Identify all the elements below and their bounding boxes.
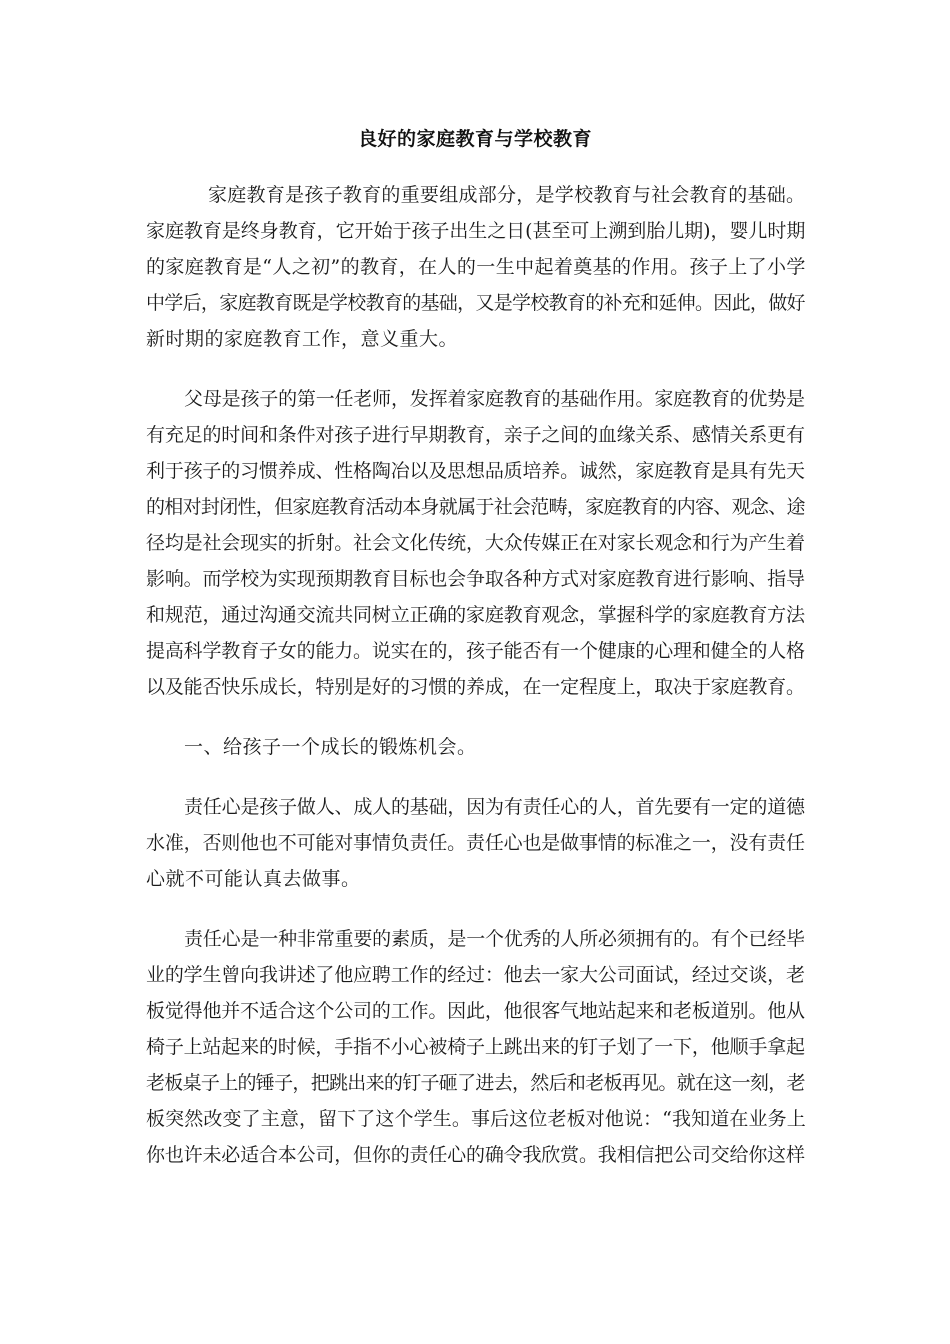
paragraph-line: 你也许未必适合本公司，但你的责任心的确令我欣赏。我相信把公司交给你这样 [146,1144,805,1166]
paragraph-line: 中学后，家庭教育既是学校教育的基础，又是学校教育的补充和延伸。因此，做好 [146,292,805,314]
paragraph-line: 老板桌子上的锤子，把跳出来的钉子砸了进去，然后和老板再见。就在这一刻，老 [146,1072,805,1094]
paragraph-line: 影响。而学校为实现预期教育目标也会争取各种方式对家庭教育进行影响、指导 [146,568,805,590]
section-heading: 一、给孩子一个成长的锻炼机会。 [184,736,477,758]
paragraph-line: 父母是孩子的第一任老师，发挥着家庭教育的基础作用。家庭教育的优势是 [184,388,805,410]
paragraph-line: 和规范，通过沟通交流共同树立正确的家庭教育观念，掌握科学的家庭教育方法 [146,604,805,626]
paragraph-line: 新时期的家庭教育工作，意义重大。 [146,328,459,350]
paragraph-line: 水准，否则他也不可能对事情负责任。责任心也是做事情的标准之一，没有责任 [146,832,805,854]
paragraph-line: 责任心是孩子做人、成人的基础，因为有责任心的人，首先要有一定的道德 [184,796,805,818]
paragraph-line: 提高科学教育子女的能力。说实在的，孩子能否有一个健康的心理和健全的人格 [146,640,805,662]
paragraph-line: 业的学生曾向我讲述了他应聘工作的经过：他去一家大公司面试，经过交谈，老 [146,964,805,986]
document-title: 良好的家庭教育与学校教育 [357,128,592,150]
paragraph-line: 板觉得他并不适合这个公司的工作。因此，他很客气地站起来和老板道别。他从 [146,1000,805,1022]
paragraph-line: 利于孩子的习惯养成、性格陶冶以及思想品质培养。诚然，家庭教育是具有先天 [146,460,805,482]
paragraph-line: 径均是社会现实的折射。社会文化传统，大众传媒正在对家长观念和行为产生着 [146,532,805,554]
paragraph-line: 以及能否快乐成长，特别是好的习惯的养成，在一定程度上，取决于家庭教育。 [146,676,805,698]
paragraph-line: 责任心是一种非常重要的素质，是一个优秀的人所必须拥有的。有个已经毕 [184,928,805,950]
paragraph-line: 的相对封闭性，但家庭教育活动本身就属于社会范畴，家庭教育的内容、观念、途 [146,496,805,518]
paragraph-line: 家庭教育是终身教育，它开始于孩子出生之日(甚至可上溯到胎儿期)，婴儿时期 [146,220,806,242]
paragraph-line: 心就不可能认真去做事。 [146,868,361,890]
paragraph-line: 家庭教育是孩子教育的重要组成部分，是学校教育与社会教育的基础。 [208,184,806,206]
paragraph-line: 椅子上站起来的时候，手指不小心被椅子上跳出来的钉子划了一下，他顺手拿起 [146,1036,805,1058]
paragraph-line: 板突然改变了主意，留下了这个学生。事后这位老板对他说：“我知道在业务上 [146,1108,806,1130]
paragraph-line: 的家庭教育是“人之初”的教育，在人的一生中起着奠基的作用。孩子上了小学 [146,256,806,278]
paragraph-line: 有充足的时间和条件对孩子进行早期教育，亲子之间的血缘关系、感情关系更有 [146,424,805,446]
